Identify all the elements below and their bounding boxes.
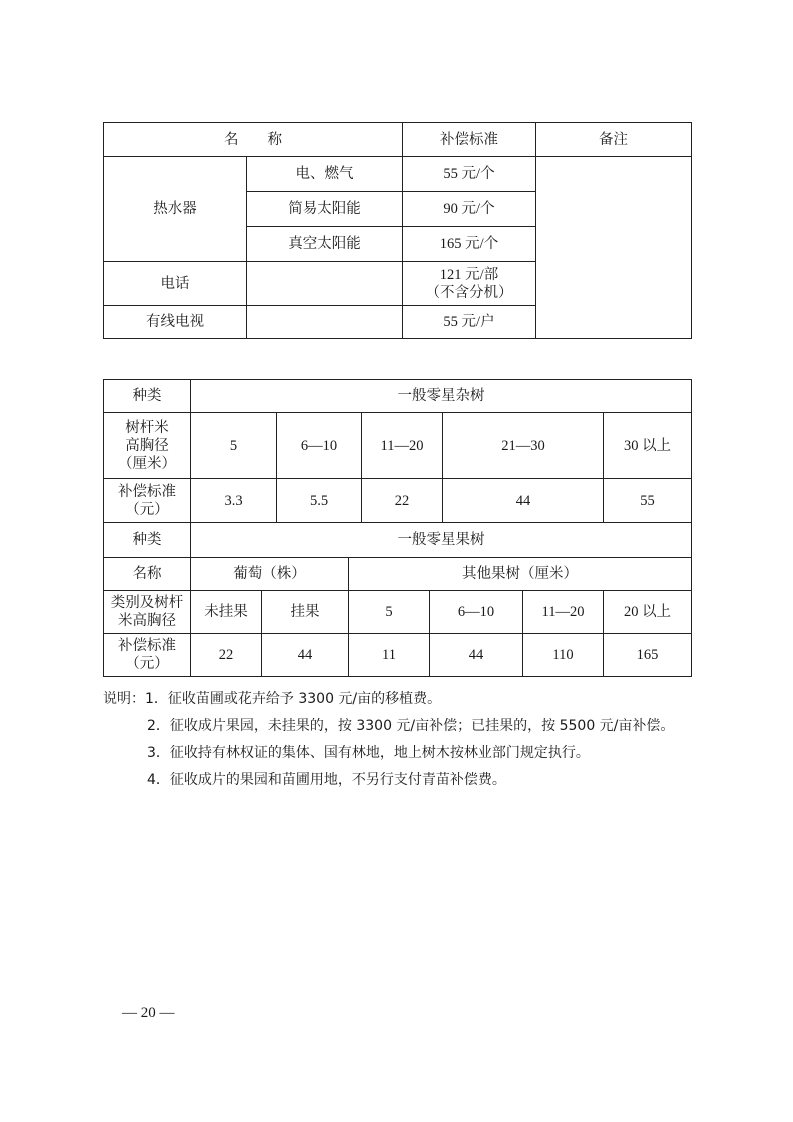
cable-tv-label: 有线电视 bbox=[104, 306, 247, 339]
misc-dbh-value: 6—10 bbox=[277, 413, 362, 479]
misc-comp-value: 5.5 bbox=[277, 479, 362, 523]
cable-tv-type-empty bbox=[247, 306, 403, 339]
misc-dbh-value: 21—30 bbox=[443, 413, 604, 479]
remark-cell bbox=[536, 157, 692, 339]
misc-comp-value: 3.3 bbox=[191, 479, 277, 523]
fruit-name-label: 名称 bbox=[104, 558, 191, 591]
fruit-grape-label: 葡萄（株） bbox=[191, 558, 349, 591]
fruit-class: 20 以上 bbox=[604, 591, 692, 634]
water-heater-type: 真空太阳能 bbox=[247, 227, 403, 262]
notes-section bbox=[103, 686, 703, 794]
misc-dbh-label-line: （厘米） bbox=[118, 455, 176, 472]
fruit-comp-value: 44 bbox=[262, 634, 349, 677]
header-standard: 补偿标准 bbox=[403, 123, 536, 157]
water-heater-label: 热水器 bbox=[104, 157, 247, 262]
misc-comp-value: 55 bbox=[604, 479, 692, 523]
water-heater-value: 90 元/个 bbox=[403, 192, 536, 227]
header-name: 名 称 bbox=[104, 123, 403, 157]
misc-comp-label-line: （元） bbox=[125, 501, 169, 518]
fruit-comp-value: 165 bbox=[604, 634, 692, 677]
phone-value bbox=[403, 262, 536, 306]
page-number: — 20 — bbox=[122, 1005, 175, 1021]
fruit-comp-label bbox=[104, 634, 191, 677]
fruit-class: 挂果 bbox=[262, 591, 349, 634]
fruit-class: 未挂果 bbox=[191, 591, 262, 634]
fruit-comp-value: 22 bbox=[191, 634, 262, 677]
misc-dbh-label-line: 树杆米 bbox=[125, 419, 169, 436]
phone-label: 电话 bbox=[104, 262, 247, 306]
fruit-comp-label-line: 补偿标准 bbox=[118, 638, 176, 654]
fruit-class-label-line: 米高胸径 bbox=[118, 613, 176, 629]
fruit-class: 5 bbox=[349, 591, 430, 634]
header-remark: 备注 bbox=[536, 123, 692, 157]
fruit-comp-label-line: （元） bbox=[125, 656, 169, 672]
fruit-comp-value: 110 bbox=[523, 634, 604, 677]
misc-dbh-value: 11—20 bbox=[362, 413, 443, 479]
appliance-compensation-table bbox=[103, 122, 692, 339]
fruit-class-label bbox=[104, 591, 191, 634]
water-heater-value: 165 元/个 bbox=[403, 227, 536, 262]
note-item: 3．征收持有林权证的集体、国有林地，地上树木按林业部门规定执行。 bbox=[147, 745, 590, 761]
phone-value-line2: （不含分机） bbox=[425, 284, 513, 301]
water-heater-type: 电、燃气 bbox=[247, 157, 403, 192]
misc-comp-label-line: 补偿标准 bbox=[118, 483, 176, 500]
fruit-category-label: 种类 bbox=[104, 523, 191, 558]
water-heater-value: 55 元/个 bbox=[403, 157, 536, 192]
fruit-class: 6—10 bbox=[430, 591, 523, 634]
phone-value-line1: 121 元/部 bbox=[439, 266, 499, 283]
misc-comp-value: 22 bbox=[362, 479, 443, 523]
note-item: 说明：1．征收苗圃或花卉给予 3300 元/亩的移植费。 bbox=[103, 691, 442, 707]
fruit-comp-value: 11 bbox=[349, 634, 430, 677]
misc-category-label: 种类 bbox=[104, 380, 191, 413]
note-item: 2．征收成片果园，未挂果的，按 3300 元/亩补偿；已挂果的，按 5500 元/亩补偿。 bbox=[147, 718, 675, 734]
misc-dbh-label-line: 高胸径 bbox=[125, 437, 169, 454]
fruit-other-label: 其他果树（厘米） bbox=[349, 558, 692, 591]
misc-category-value: 一般零星杂树 bbox=[191, 380, 692, 413]
tree-compensation-table bbox=[103, 379, 692, 677]
note-item: 4．征收成片的果园和苗圃用地，不另行支付青苗补偿费。 bbox=[147, 772, 506, 788]
misc-dbh-label bbox=[104, 413, 191, 479]
water-heater-type: 简易太阳能 bbox=[247, 192, 403, 227]
fruit-class-label-line: 类别及树杆 bbox=[110, 595, 184, 611]
fruit-class: 11—20 bbox=[523, 591, 604, 634]
misc-comp-value: 44 bbox=[443, 479, 604, 523]
phone-type-empty bbox=[247, 262, 403, 306]
misc-comp-label bbox=[104, 479, 191, 523]
misc-dbh-value: 5 bbox=[191, 413, 277, 479]
fruit-comp-value: 44 bbox=[430, 634, 523, 677]
fruit-category-value: 一般零星果树 bbox=[191, 523, 692, 558]
misc-dbh-value: 30 以上 bbox=[604, 413, 692, 479]
cable-tv-value: 55 元/户 bbox=[403, 306, 536, 339]
